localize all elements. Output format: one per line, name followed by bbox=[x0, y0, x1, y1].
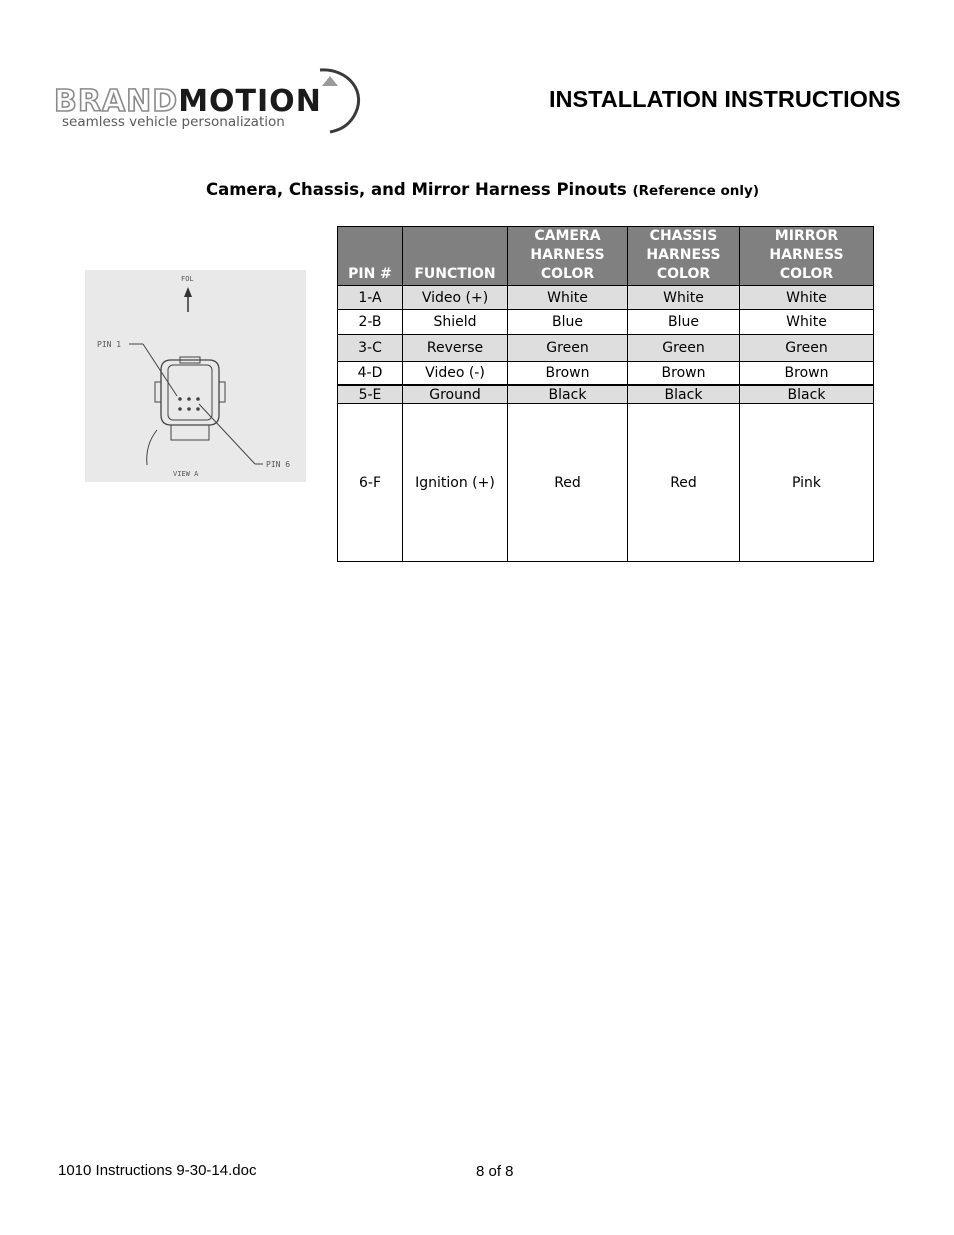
header-mirror-color bbox=[740, 227, 874, 286]
connector-drawing bbox=[85, 270, 306, 482]
chassis-color-cell: Green bbox=[628, 335, 740, 362]
camera-color-cell: Red bbox=[508, 404, 628, 562]
pin-cell: 4-D bbox=[338, 362, 403, 386]
camera-color-cell: White bbox=[508, 286, 628, 310]
section-title bbox=[206, 180, 759, 199]
function-cell: Video (-) bbox=[403, 362, 508, 386]
camera-color-cell: Black bbox=[508, 385, 628, 404]
connector-diagram bbox=[85, 270, 306, 482]
footer-page-number: 8 of 8 bbox=[476, 1163, 514, 1180]
function-cell: Ground bbox=[403, 385, 508, 404]
mirror-color-cell: White bbox=[740, 286, 874, 310]
header-chassis-line2: HARNESS bbox=[646, 247, 721, 263]
mirror-color-cell: Brown bbox=[740, 362, 874, 386]
header-chassis-line3: COLOR bbox=[656, 266, 711, 282]
header-mirror-line3: COLOR bbox=[779, 266, 834, 282]
pinout-table bbox=[337, 226, 874, 562]
mirror-color-cell: Black bbox=[740, 385, 874, 404]
camera-color-cell: Blue bbox=[508, 310, 628, 335]
chassis-color-cell: Black bbox=[628, 385, 740, 404]
section-title-text: Camera, Chassis, and Mirror Harness Pinouts bbox=[206, 180, 627, 199]
header-chassis-line1: CHASSIS bbox=[649, 228, 718, 244]
table-row bbox=[338, 286, 874, 310]
chassis-color-cell: Red bbox=[628, 404, 740, 562]
camera-color-cell: Green bbox=[508, 335, 628, 362]
camera-color-cell: Brown bbox=[508, 362, 628, 386]
header-camera-line2: HARNESS bbox=[530, 247, 605, 263]
fol-label: FOL bbox=[181, 275, 194, 283]
pin-cell: 3-C bbox=[338, 335, 403, 362]
header-mirror-line1: MIRROR bbox=[774, 228, 839, 244]
logo-motion-text: MOTION bbox=[178, 84, 322, 119]
view-a-label: VIEW A bbox=[173, 470, 199, 478]
reference-note: (Reference only) bbox=[632, 183, 760, 199]
header-function-label: FUNCTION bbox=[414, 266, 496, 282]
header-function bbox=[403, 227, 508, 286]
function-cell: Reverse bbox=[403, 335, 508, 362]
table-row bbox=[338, 362, 874, 386]
header-chassis-color bbox=[628, 227, 740, 286]
logo-brand-text: BRAND bbox=[54, 84, 179, 119]
header-camera-line3: COLOR bbox=[540, 266, 595, 282]
logo-tagline: seamless vehicle personalization bbox=[62, 114, 285, 130]
table-row bbox=[338, 335, 874, 362]
pin-cell: 1-A bbox=[338, 286, 403, 310]
table-row bbox=[338, 385, 874, 404]
function-cell: Ignition (+) bbox=[403, 404, 508, 562]
pin-cell: 6-F bbox=[338, 404, 403, 562]
function-cell: Video (+) bbox=[403, 286, 508, 310]
chassis-color-cell: White bbox=[628, 286, 740, 310]
pin-cell: 2-B bbox=[338, 310, 403, 335]
table-row bbox=[338, 404, 874, 562]
brandmotion-logo bbox=[52, 66, 372, 136]
pin6-label: PIN 6 bbox=[266, 460, 291, 469]
chassis-color-cell: Brown bbox=[628, 362, 740, 386]
pin-cell: 5-E bbox=[338, 385, 403, 404]
footer-filename: 1010 Instructions 9-30-14.doc bbox=[58, 1162, 257, 1179]
header-pin-label: PIN # bbox=[348, 266, 392, 282]
mirror-color-cell: White bbox=[740, 310, 874, 335]
document-title: INSTALLATION INSTRUCTIONS bbox=[549, 86, 901, 112]
header-mirror-line2: HARNESS bbox=[769, 247, 844, 263]
function-cell: Shield bbox=[403, 310, 508, 335]
chassis-color-cell: Blue bbox=[628, 310, 740, 335]
header-camera-color bbox=[508, 227, 628, 286]
table-header-row bbox=[338, 227, 874, 286]
pin1-label: PIN 1 bbox=[97, 340, 122, 349]
mirror-color-cell: Pink bbox=[740, 404, 874, 562]
header-pin bbox=[338, 227, 403, 286]
header-camera-line1: CAMERA bbox=[534, 228, 601, 244]
table-row bbox=[338, 310, 874, 335]
mirror-color-cell: Green bbox=[740, 335, 874, 362]
